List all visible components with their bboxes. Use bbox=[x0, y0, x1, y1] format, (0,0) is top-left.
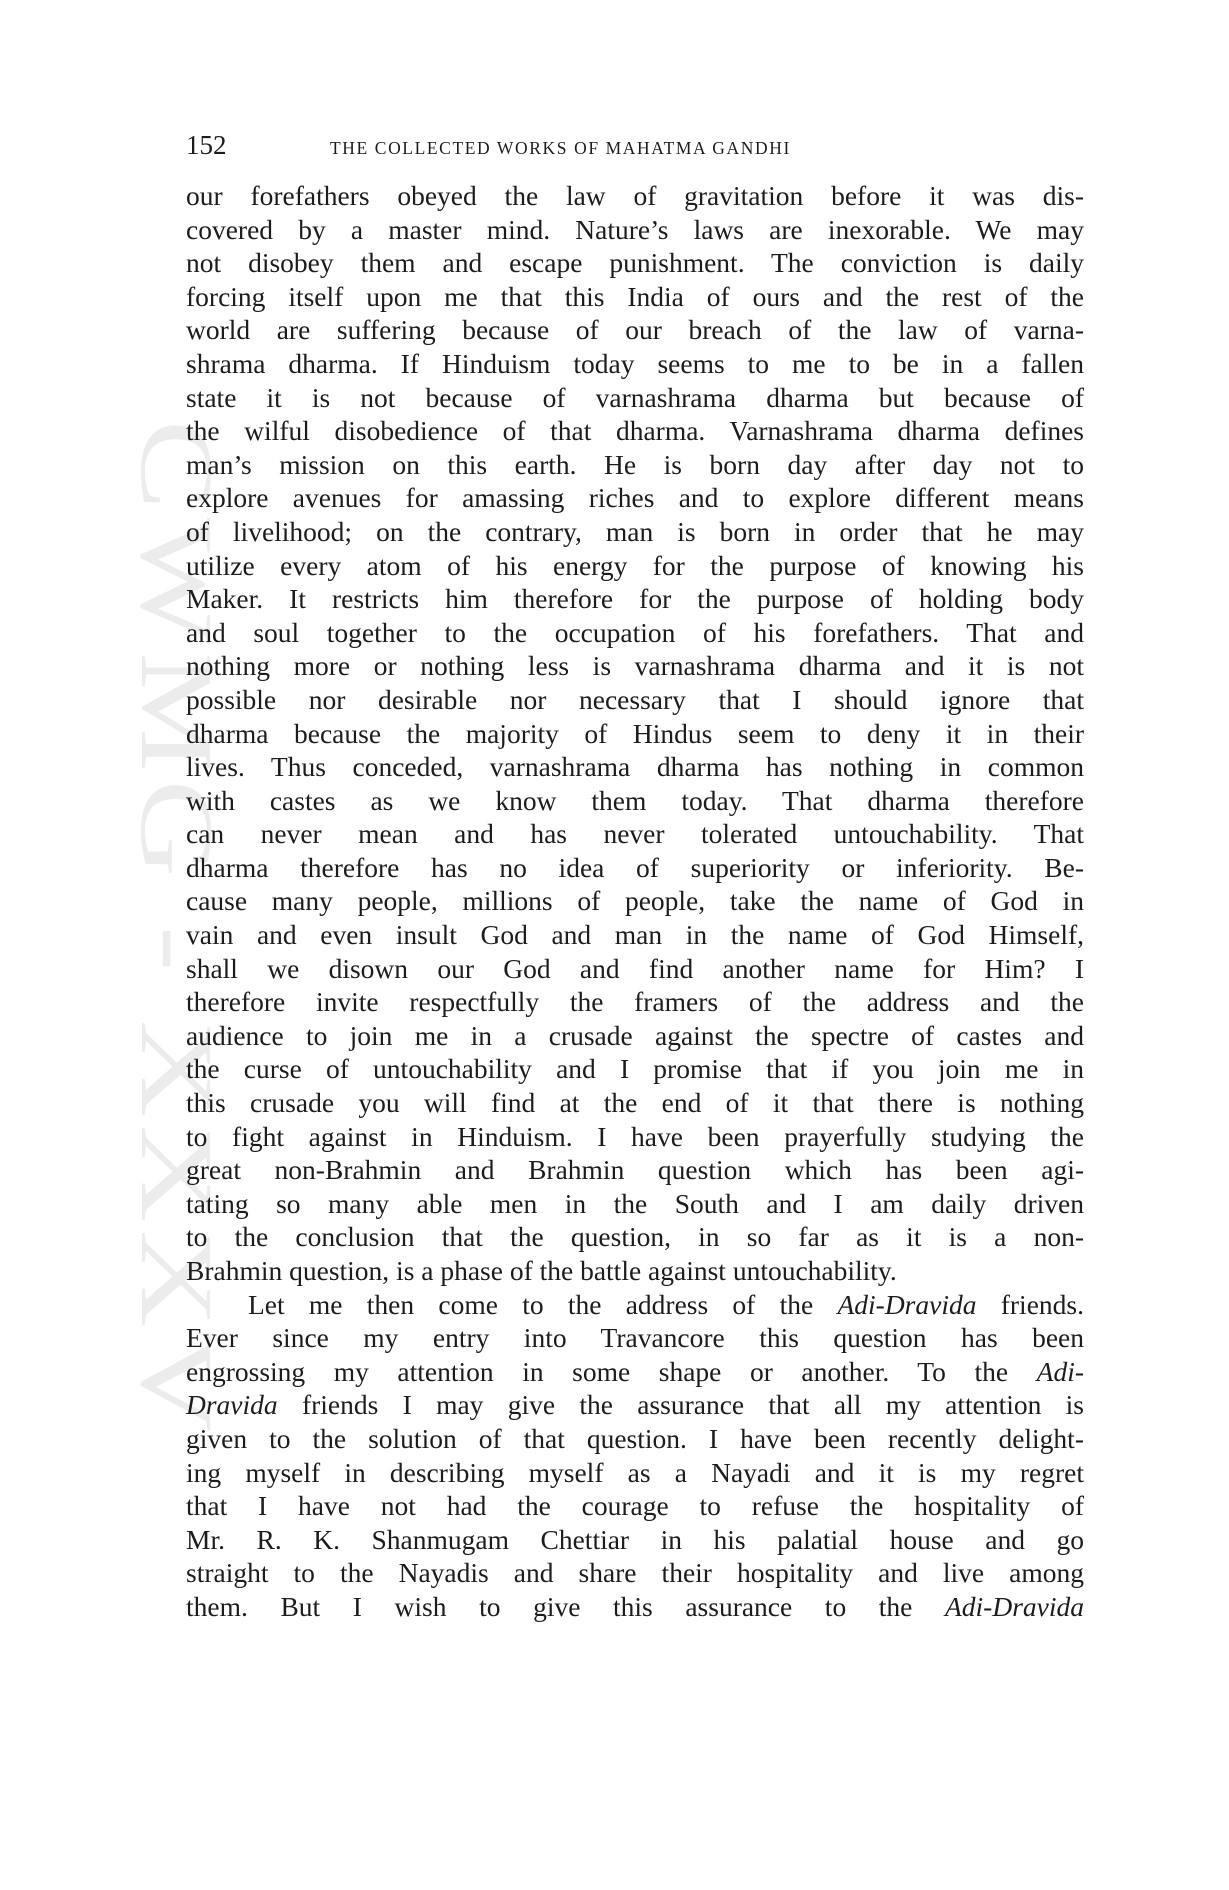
text-run: the curse of untouchability and I promise that if you join me in bbox=[186, 1053, 1084, 1085]
text-line bbox=[186, 313, 1084, 347]
page-header bbox=[186, 130, 1083, 166]
text-line bbox=[186, 851, 1084, 885]
text-run: great non-Brahmin and Brahmin question which has been agi- bbox=[186, 1154, 1084, 1186]
text-run: vain and even insult God and man in the name of God Himself, bbox=[186, 919, 1084, 951]
text-line bbox=[186, 414, 1084, 448]
text-run: engrossing my attention in some shape or another. To the bbox=[186, 1355, 1037, 1387]
text-run: ing myself in describing myself as a Nayadi and it is my regret bbox=[186, 1456, 1084, 1488]
text-line bbox=[186, 1254, 1084, 1288]
text-run: utilize every atom of his energy for the purpose of knowing his bbox=[186, 549, 1084, 581]
text-line bbox=[186, 1489, 1084, 1523]
text-run: straight to the Nayadis and share their hospitality and live among bbox=[186, 1557, 1084, 1589]
text-run: dharma because the majority of Hindus seem to deny it in their bbox=[186, 717, 1084, 749]
text-line bbox=[186, 213, 1084, 247]
text-line bbox=[186, 582, 1084, 616]
text-run: nothing more or nothing less is varnashrama dharma and it is not bbox=[186, 650, 1084, 682]
text-run: therefore invite respectfully the framers of the address and the bbox=[186, 986, 1084, 1018]
text-line bbox=[186, 515, 1084, 549]
body-text bbox=[186, 179, 1084, 1624]
italic-term: Adi-Dravida bbox=[944, 1590, 1084, 1622]
text-line bbox=[186, 280, 1084, 314]
text-line bbox=[186, 448, 1084, 482]
text-run: and soul together to the occupation of his forefathers. That and bbox=[186, 616, 1084, 648]
text-line bbox=[186, 1456, 1084, 1490]
paragraph bbox=[186, 1288, 1084, 1624]
text-run: tating so many able men in the South and I am daily driven bbox=[186, 1187, 1084, 1219]
text-run: that I have not had the courage to refuse the hospitality of bbox=[186, 1490, 1084, 1522]
text-run: the wilful disobedience of that dharma. Varnashrama dharma defines bbox=[186, 415, 1084, 447]
text-run: friends I may give the assurance that all my attention is bbox=[277, 1389, 1084, 1421]
text-line bbox=[186, 1187, 1084, 1221]
text-run: forcing itself upon me that this India of ours and the rest of the bbox=[186, 280, 1084, 312]
text-line bbox=[186, 1220, 1084, 1254]
text-run: covered by a master mind. Nature’s laws are inexorable. We may bbox=[186, 213, 1084, 245]
text-line bbox=[186, 481, 1084, 515]
text-line bbox=[186, 1422, 1084, 1456]
text-run: state it is not because of varnashrama dharma but because of bbox=[186, 381, 1084, 413]
text-line bbox=[186, 817, 1084, 851]
italic-term: Adi-Dravida bbox=[837, 1288, 977, 1320]
text-line bbox=[186, 1556, 1084, 1590]
text-run: can never mean and has never tolerated untouchability. That bbox=[186, 818, 1084, 850]
text-line bbox=[186, 549, 1084, 583]
text-line bbox=[186, 918, 1084, 952]
text-run: cause many people, millions of people, take the name of God in bbox=[186, 885, 1084, 917]
text-run: Mr. R. K. Shanmugam Chettiar in his palatial house and go bbox=[186, 1523, 1084, 1555]
text-line bbox=[186, 347, 1084, 381]
paragraph bbox=[186, 179, 1084, 1288]
text-line bbox=[186, 784, 1084, 818]
text-run: our forefathers obeyed the law of gravitation before it was dis- bbox=[186, 180, 1084, 211]
text-run: audience to join me in a crusade against the spectre of castes and bbox=[186, 1019, 1084, 1051]
text-line bbox=[186, 1019, 1084, 1053]
text-line bbox=[186, 179, 1084, 213]
text-line bbox=[186, 750, 1084, 784]
watermark-text: CWMG - XXXV bbox=[119, 420, 234, 1209]
text-run: Let me then come to the address of the bbox=[248, 1288, 838, 1320]
text-run: shrama dharma. If Hinduism today seems to me to be in a fallen bbox=[186, 347, 1084, 379]
running-head: THE COLLECTED WORKS OF MAHATMA GANDHI bbox=[330, 138, 791, 158]
text-run: explore avenues for amassing riches and to explore different means bbox=[186, 482, 1084, 514]
text-run: them. But I wish to give this assurance to the bbox=[186, 1590, 945, 1622]
text-line bbox=[186, 1288, 1084, 1322]
text-line bbox=[186, 1388, 1084, 1422]
text-line bbox=[186, 1321, 1084, 1355]
text-line bbox=[186, 884, 1084, 918]
text-run: Ever since my entry into Travancore this question has been bbox=[186, 1322, 1084, 1354]
text-line bbox=[186, 616, 1084, 650]
text-run: with castes as we know them today. That dharma therefore bbox=[186, 784, 1084, 816]
text-line bbox=[186, 1120, 1084, 1154]
text-run: man’s mission on this earth. He is born day after day not to bbox=[186, 448, 1084, 480]
text-line bbox=[186, 1590, 1084, 1624]
text-run: this crusade you will find at the end of it that there is nothing bbox=[186, 1087, 1084, 1119]
text-run: possible nor desirable nor necessary that I should ignore that bbox=[186, 683, 1084, 715]
text-line bbox=[186, 1523, 1084, 1557]
text-line bbox=[186, 649, 1084, 683]
text-run: to fight against in Hinduism. I have been prayerfully studying the bbox=[186, 1120, 1084, 1152]
text-run: to the conclusion that the question, in so far as it is a non- bbox=[186, 1221, 1084, 1253]
text-run: world are suffering because of our breach of the law of varna- bbox=[186, 314, 1084, 346]
text-run: Brahmin question, is a phase of the battle against untouchability. bbox=[186, 1255, 897, 1286]
text-line bbox=[186, 683, 1084, 717]
text-run: of livelihood; on the contrary, man is born in order that he may bbox=[186, 515, 1084, 547]
italic-term: Dravida bbox=[186, 1389, 278, 1421]
text-run: Maker. It restricts him therefore for the purpose of holding body bbox=[186, 583, 1084, 615]
text-line bbox=[186, 717, 1084, 751]
italic-term: Adi- bbox=[1036, 1355, 1084, 1387]
text-line bbox=[186, 1086, 1084, 1120]
text-line bbox=[186, 985, 1084, 1019]
text-run: shall we disown our God and find another name for Him? I bbox=[186, 952, 1084, 984]
text-run: given to the solution of that question. I have been recently delight- bbox=[186, 1422, 1084, 1454]
text-line bbox=[186, 246, 1084, 280]
text-line bbox=[186, 1052, 1084, 1086]
text-run: dharma therefore has no idea of superiority or inferiority. Be- bbox=[186, 851, 1084, 883]
text-run: not disobey them and escape punishment. The conviction is daily bbox=[186, 247, 1084, 279]
text-run: lives. Thus conceded, varnashrama dharma has nothing in common bbox=[186, 751, 1084, 783]
text-run: friends. bbox=[976, 1288, 1084, 1320]
text-line bbox=[186, 381, 1084, 415]
page-number: 152 bbox=[186, 130, 227, 160]
text-line bbox=[186, 952, 1084, 986]
text-line bbox=[186, 1355, 1084, 1389]
text-line bbox=[186, 1153, 1084, 1187]
